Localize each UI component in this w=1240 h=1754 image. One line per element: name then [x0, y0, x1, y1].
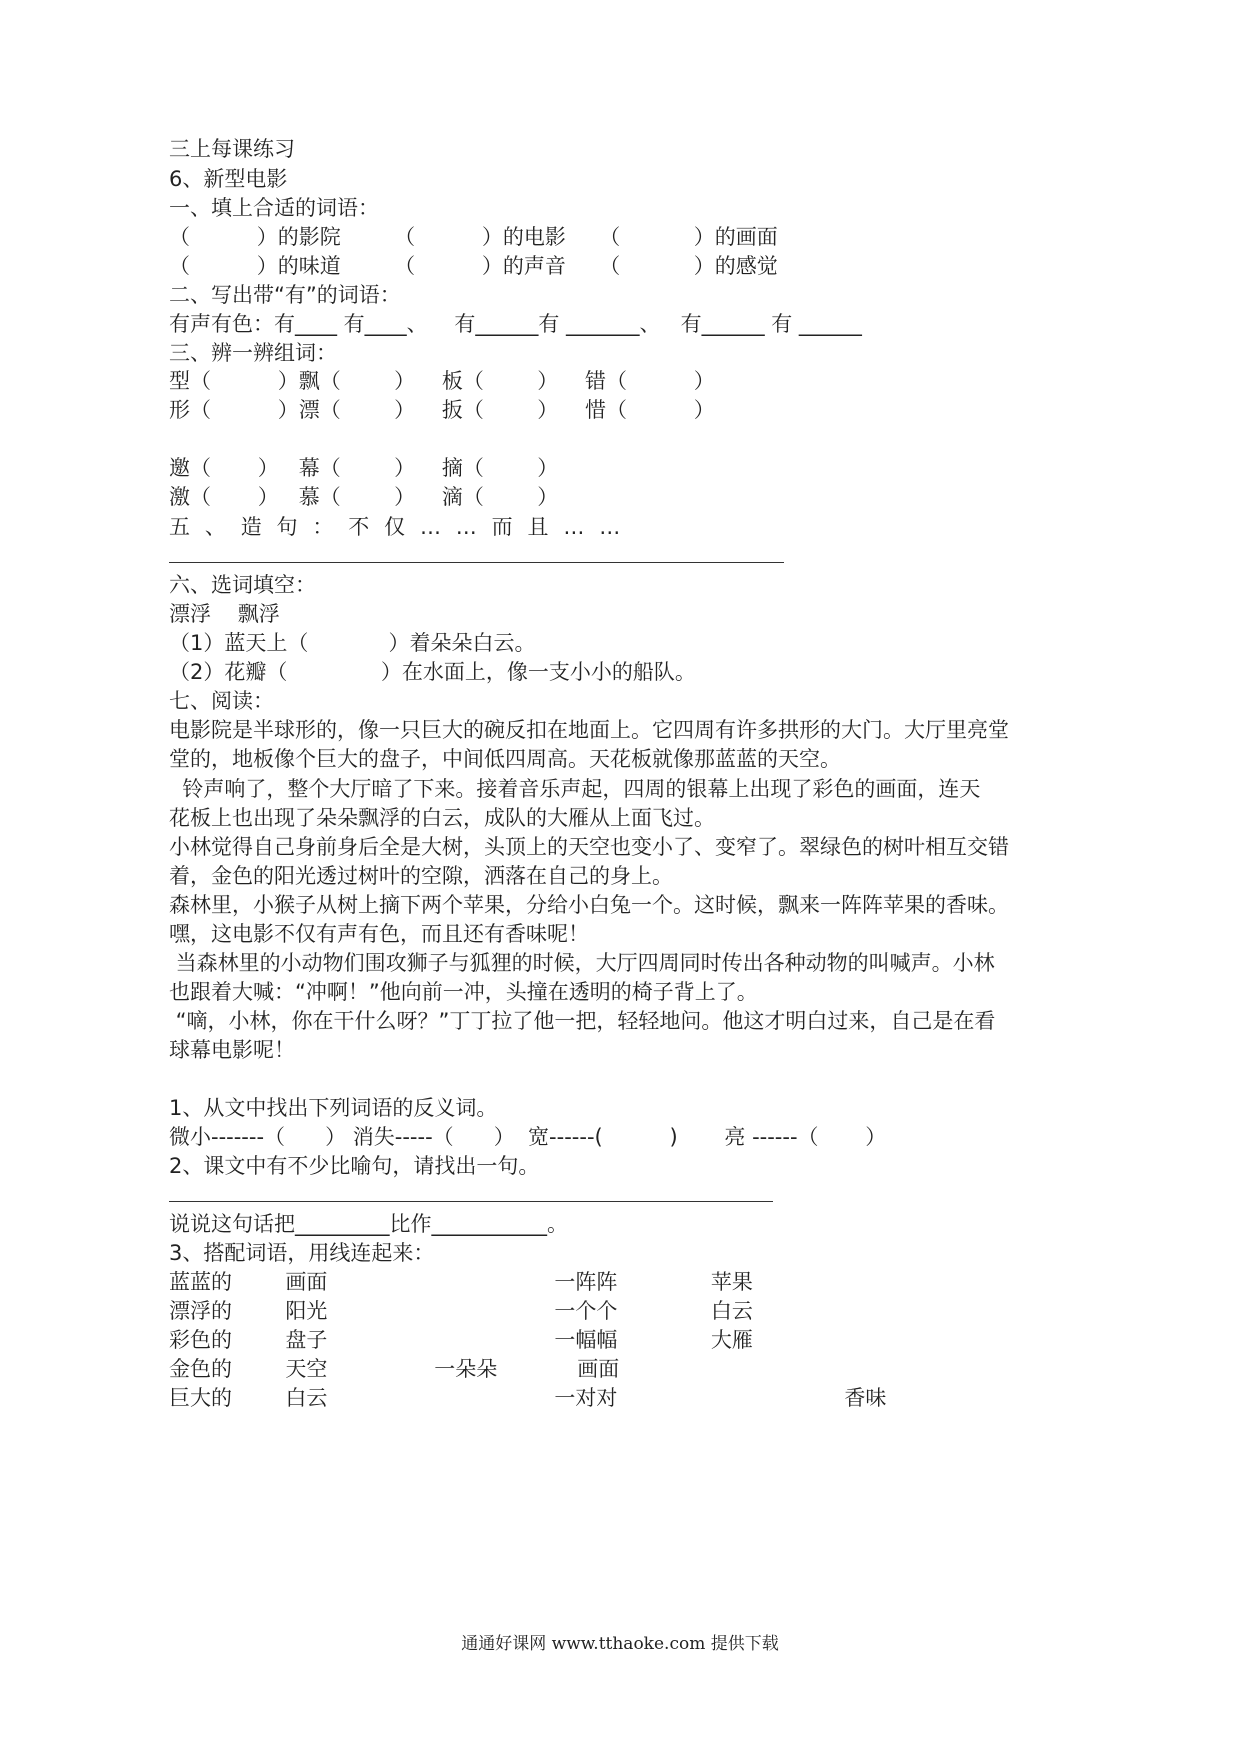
section-6-title: 六、选词填空：	[169, 573, 316, 597]
section-3-row: 形（ ）漂（ ） 扳（ ） 惜（ ）	[169, 398, 715, 422]
passage-line: 堂的，地板像个巨大的盘子，中间低四周高。天花板就像那蓝蓝的天空。	[169, 747, 841, 771]
match-row: 彩色的 盘子 一幅幅 大雁	[169, 1328, 753, 1352]
passage-line: 铃声响了，整个大厅暗了下来。接着音乐声起，四周的银幕上出现了彩色的画面，连天	[169, 777, 981, 801]
section-1-row: （ ）的影院 （ ）的电影 （ ）的画面	[169, 225, 778, 249]
passage-line: 球幕电影呢！	[169, 1038, 295, 1062]
section-3-row: 邀（ ） 幕（ ） 摘（ ）	[169, 456, 559, 480]
section-1-title: 一、填上合适的词语：	[169, 196, 379, 220]
answer-line	[169, 1201, 773, 1202]
section-3-title: 三、辨一辨组词：	[169, 341, 337, 365]
answer-line	[169, 562, 784, 563]
question-2-line: 说说这句话把_________比作___________。	[169, 1212, 568, 1236]
match-row: 蓝蓝的 画面 一阵阵 苹果	[169, 1270, 753, 1294]
passage-line: 电影院是半球形的，像一只巨大的碗反扣在地面上。它四周有许多拱形的大门。大厅里亮堂	[169, 718, 1009, 742]
match-row: 漂浮的 阳光 一个个 白云	[169, 1299, 753, 1323]
match-row: 金色的 天空 一朵朵 画面	[169, 1357, 620, 1381]
match-row: 巨大的 白云 一对对 香味	[169, 1386, 887, 1410]
section-3-row: 型（ ）飘（ ） 板（ ） 错（ ）	[169, 369, 715, 393]
question-1-line: 微小-------（ ） 消失-----（ ） 宽------( ) 亮 ------（ ）	[169, 1125, 887, 1149]
lesson-title: 6、新型电影	[169, 167, 288, 191]
section-2-title: 二、写出带“有”的词语：	[169, 283, 401, 307]
question-1-title: 1、从文中找出下列词语的反义词。	[169, 1096, 498, 1120]
passage-line: 花板上也出现了朵朵飘浮的白云，成队的大雁从上面飞过。	[169, 806, 715, 830]
section-5-title: 五 、 造 句 ： 不 仅 … … 而 且 … …	[169, 515, 621, 539]
section-1-row: （ ）的味道 （ ）的声音 （ ）的感觉	[169, 254, 778, 278]
passage-line: 着，金色的阳光透过树叶的空隙，洒落在自己的身上。	[169, 864, 673, 888]
passage-line: 嘿，这电影不仅有声有色，而且还有香味呢！	[169, 922, 589, 946]
section-6-question: （1）蓝天上（ ）着朵朵白云。	[169, 631, 536, 655]
passage-line: 也跟着大喊：“冲啊！”他向前一冲，头撞在透明的椅子背上了。	[169, 980, 758, 1004]
passage-line: 森林里，小猴子从树上摘下两个苹果，分给小白兔一个。这时候，飘来一阵阵苹果的香味。	[169, 893, 1009, 917]
question-2-title: 2、课文中有不少比喻句，请找出一句。	[169, 1154, 540, 1178]
section-6-question: （2）花瓣（ ）在水面上，像一支小小的船队。	[169, 660, 696, 684]
worksheet-header: 三上每课练习	[169, 137, 295, 161]
footer-credit: 通通好课网 www.tthaoke.com 提供下载	[461, 1634, 779, 1654]
question-3-title: 3、搭配词语，用线连起来：	[169, 1241, 435, 1265]
section-3-row: 激（ ） 慕（ ） 滴（ ）	[169, 485, 559, 509]
section-6-words: 漂浮 飘浮	[169, 602, 280, 626]
section-7-title: 七、阅读：	[169, 689, 274, 713]
passage-line: “嘀，小林，你在干什么呀？”丁丁拉了他一把，轻轻地问。他这才明白过来，自己是在看	[169, 1009, 996, 1033]
passage-line: 当森林里的小动物们围攻狮子与狐狸的时候，大厅四周同时传出各种动物的叫喊声。小林	[169, 951, 995, 975]
passage-line: 小林觉得自己身前身后全是大树，头顶上的天空也变小了、变窄了。翠绿色的树叶相互交错	[169, 835, 1009, 859]
section-2-line: 有声有色：有____ 有____、 有______有 _______、 有______ 有 ______	[169, 312, 862, 336]
